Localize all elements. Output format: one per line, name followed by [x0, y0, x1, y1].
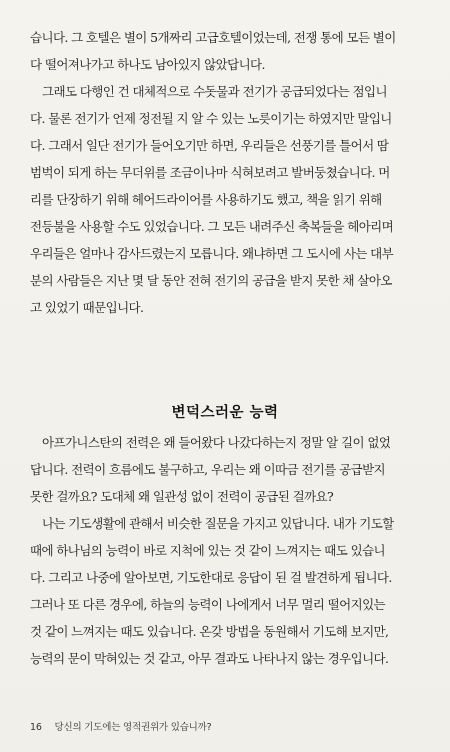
- text-line: 그러나 또 다른 경우에, 하늘의 능력이 나에게서 너무 멀리 떨어지있는: [30, 597, 386, 612]
- text-line: 전등불을 사용할 수도 있었습니다. 그 모든 내려주신 축복들을 헤아리며: [30, 219, 394, 234]
- page-footer: [30, 719, 211, 733]
- text-line: 고 있었기 때문입니다.: [30, 300, 144, 315]
- text-line: 다 떨어져나가고 하나도 남아있지 않았답니다.: [30, 57, 265, 72]
- running-title: 당신의 기도에는 영적권위가 있습니까?: [54, 722, 212, 733]
- text-line: 다. 그래서 일단 전기가 들어오기만 하면, 우리들은 선풍기를 틀어서 땀: [30, 138, 389, 153]
- paragraph-prayer: [30, 510, 434, 672]
- text-line: 범벅이 되게 하는 무더위를 조금이나마 식혀보려고 발버둥쳤습니다. 머: [30, 165, 390, 180]
- upper-text-block: [30, 24, 434, 321]
- text-line: 때에 하나님의 능력이 바로 지척에 있는 것 같이 느껴지는 때도 있습니: [30, 543, 386, 558]
- text-line: 것 같이 느껴지는 때도 있습니다. 온갖 방법을 동원해서 기도해 보지만,: [30, 624, 389, 639]
- text-line: 다. 그리고 나중에 알아보면, 기도한대로 응답이 된 걸 발견하게 됩니다.: [30, 570, 392, 585]
- text-line: 리를 단장하기 위해 헤어드라이어를 사용하기도 했고, 책을 읽기 위해: [30, 192, 382, 207]
- lower-text-block: [30, 429, 434, 672]
- text-line: 답니다. 전력이 흐름에도 불구하고, 우리는 왜 이따금 전기를 공급받지: [30, 462, 386, 477]
- text-line: 분의 사람들은 지난 몇 달 동안 전혀 전기의 공급을 받지 못한 채 살아오: [30, 273, 392, 288]
- intro-paragraph: [30, 24, 434, 78]
- paragraph-electricity: [30, 78, 434, 321]
- text-line: 그래도 다행인 건 대체적으로 수돗물과 전기가 공급되었다는 점입니: [42, 84, 387, 99]
- section-heading: 변덕스러운 능력: [171, 405, 279, 421]
- text-line: 우리들은 얼마나 감사드렸는지 모릅니다. 왜냐하면 그 도시에 사는 대부: [30, 246, 394, 261]
- paragraph-afghanistan: [30, 429, 434, 510]
- text-line: 나는 기도생활에 관해서 비슷한 질문을 가지고 있답니다. 내가 기도할: [42, 516, 394, 531]
- text-line: 능력의 문이 막혀있는 것 같고, 아무 결과도 나타나지 않는 경우입니다.: [30, 651, 389, 666]
- text-line: 습니다. 그 호텔은 별이 5개짜리 고급호텔이었는데, 전쟁 통에 모든 별이: [30, 30, 396, 45]
- text-line: 아프가니스탄의 전력은 왜 들어왔다 나갔다하는지 정말 알 길이 없었: [42, 435, 391, 450]
- page-number: 16: [30, 722, 42, 733]
- text-line: 못한 걸까요? 도대체 왜 일관성 없이 전력이 공급된 걸까요?: [30, 489, 334, 504]
- text-line: 다. 물론 전기가 언제 정전될 지 알 수 있는 노릇이기는 하였지만 말입니: [30, 111, 392, 126]
